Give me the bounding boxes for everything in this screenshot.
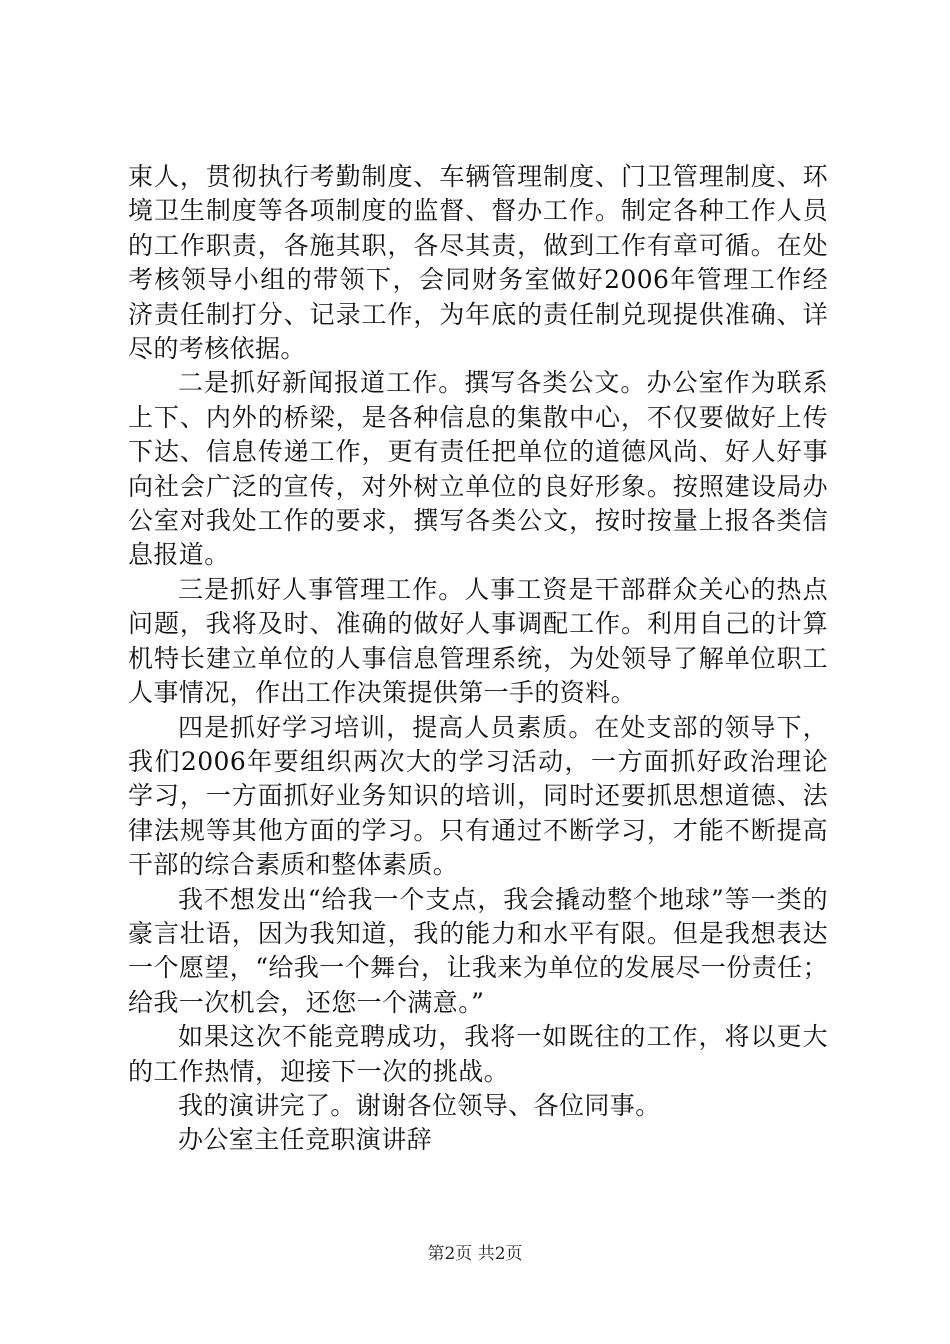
paragraph-if-not-successful: 如果这次不能竞聘成功，我将一如既往的工作，将以更大的工作热情，迎接下一次的挑战。: [128, 1022, 828, 1086]
paragraph-news-reporting: 二是抓好新闻报道工作。撰写各类公文。办公室作为联系上下、内外的桥梁，是各种信息的集散中心，不仅要做好上传下达、信息传递工作，更有责任把单位的道德风尚、好人好事向社会广泛的宣传，对外树立单位的良好形象。按照建设局办公室对我处工作的要求，撰写各类公文，按时按量上报各类信息报道。: [128, 368, 828, 570]
paragraph-continuation: 束人，贯彻执行考勤制度、车辆管理制度、门卫管理制度、环境卫生制度等各项制度的监督、督办工作。制定各种工作人员的工作职责，各施其职，各尽其责，做到工作有章可循。在处考核领导小组的带领下，会同财务室做好2006年管理工作经济责任制打分、记录工作，为年底的责任制兑现提供准确、详尽的考核依据。: [128, 162, 828, 364]
document-body: [128, 160, 828, 1158]
page-number: 第2页 共2页: [427, 1244, 523, 1264]
page-footer: [0, 1243, 950, 1265]
paragraph-study-training: 四是抓好学习培训，提高人员素质。在处支部的领导下，我们2006年要组织两次大的学习活动，一方面抓好政治理论学习，一方面抓好业务知识的培训，同时还要抓思想道德、法律法规等其他方面的学习。只有通过不断学习，才能不断提高干部的综合素质和整体素质。: [128, 712, 828, 880]
paragraph-personnel-management: 三是抓好人事管理工作。人事工资是干部群众关心的热点问题，我将及时、准确的做好人事调配工作。利用自己的计算机特长建立单位的人事信息管理系统，为处领导了解单位职工人事情况，作出工作决策提供第一手的资料。: [128, 574, 828, 708]
paragraph-wish-statement: 我不想发出“给我一个支点，我会撬动整个地球”等一类的豪言壮语，因为我知道，我的能力和水平有限。但是我想表达一个愿望，“给我一个舞台，让我来为单位的发展尽一份责任；给我一次机会，还您一个满意。”: [128, 884, 828, 1017]
document-title-line: 办公室主任竞职演讲辞: [178, 1125, 433, 1155]
paragraph-closing-thanks: 我的演讲完了。谢谢各位领导、各位同事。: [178, 1090, 661, 1120]
